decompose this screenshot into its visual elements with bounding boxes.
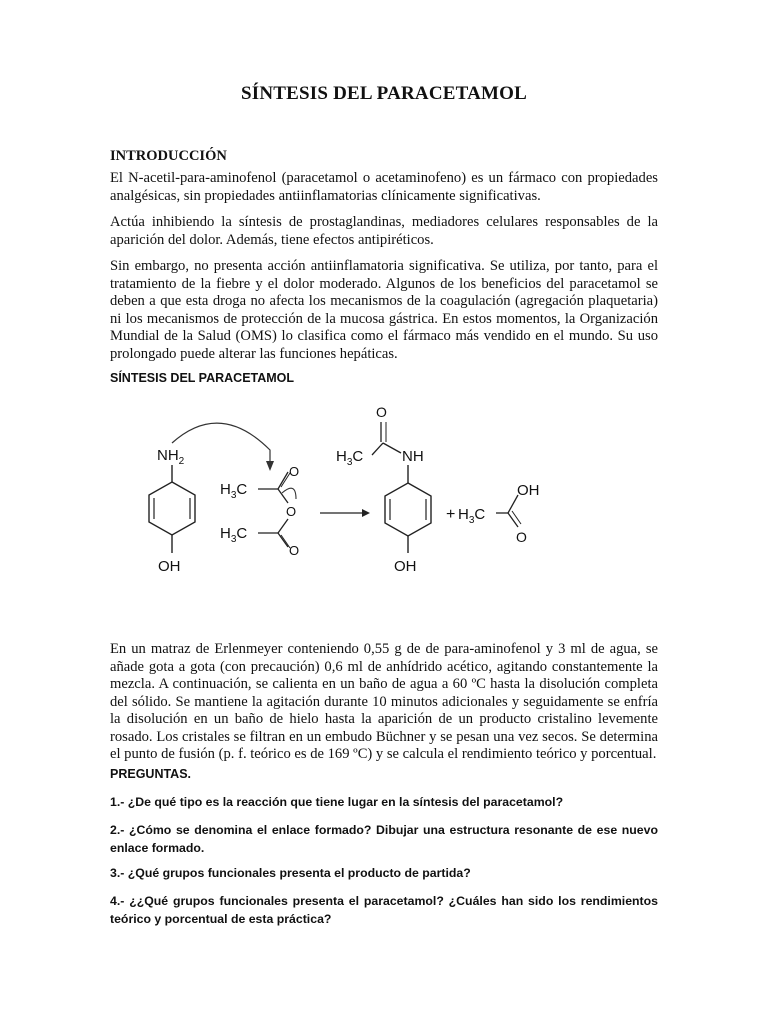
h3c-label-3: $H_3C$ — [336, 448, 364, 468]
o-label-3: O — [376, 404, 387, 420]
questions-heading: PREGUNTAS. — [110, 767, 192, 781]
o-label-bridge: O — [286, 504, 297, 519]
curved-arrow-1 — [172, 423, 270, 467]
h3c-label-1: $H_3C$ — [220, 481, 248, 501]
nh-label: NH — [402, 448, 424, 465]
question-4: 4.- ¿¿Qué grupos funcionales presenta el paracetamol? ¿Cuáles han sido los rendimientos teórico y porcentual de esta práctica? — [110, 894, 658, 926]
oh-label-2: OH — [394, 558, 417, 575]
question-2: 2.- ¿Cómo se denomina el enlace formado? Dibujar una estructura resonante de ese nuevo enlace formado. — [110, 823, 658, 855]
h3c-label-2: $H_3C$ — [220, 525, 248, 545]
o-label-2: O — [289, 543, 300, 558]
acetic-acid-structure — [458, 482, 540, 545]
nh2-label: $NH_2$ — [157, 447, 185, 467]
para-aminophenol-structure — [149, 447, 195, 575]
reaction-arrow-head — [362, 509, 370, 517]
question-1: 1.- ¿De qué tipo es la reacción que tiene lugar en la síntesis del paracetamol? — [110, 795, 564, 809]
plus-sign: + — [446, 506, 456, 523]
procedure-paragraph: En un matraz de Erlenmeyer conteniendo 0,55 g de de para-aminofenol y 3 ml de agua, se añade gota a gota (con precaución) 0,6 ml de anhídrido acético, agitando constantemente la mezcla. A continuación, se calienta en un baño de agua a 60 ºC hasta la disolución completa del sólido. Se mantiene la agitación durante 10 minutos adicionales y seguidamente se enfría la disolución en un baño de hielo hasta la aparición de un producto cristalino levemente rosado. Los cristales se filtran en un embudo Büchner y se pesan una vez secos. Se determina el punto de fusión (p. f. teórico es de 169 ºC) y se calcula el rendimiento teórico y porcentual. — [110, 641, 658, 762]
document-title: SÍNTESIS DEL PARACETAMOL — [241, 83, 527, 104]
paracetamol-structure — [336, 404, 431, 575]
oh-label-1: OH — [158, 558, 181, 575]
o-label-1: O — [289, 464, 300, 479]
o-label-4: O — [516, 529, 527, 545]
synthesis-heading: SÍNTESIS DEL PARACETAMOL — [110, 371, 295, 385]
intro-paragraph-3: Sin embargo, no presenta acción antiinflamatoria significativa. Se utiliza, por tanto, para el tratamiento de la fiebre y el dolor moderado. Algunos de los beneficios del paracetamol se deben a que esta droga no afecta los mecanismos de la coagulación (agregación plaquetaria) ni los mecanismos de protección de la mucosa gástrica. En estos momentos, la Organización Mundial de la Salud (OMS) lo clasifica como el fármaco más vendido en el mundo. Su uso prolongado puede alterar las funciones hepáticas. — [110, 258, 658, 362]
intro-heading: INTRODUCCIÓN — [110, 148, 227, 164]
question-3: 3.- ¿Qué grupos funcionales presenta el producto de partida? — [110, 866, 471, 880]
h3c-label-4: $H_3C$ — [458, 506, 486, 526]
acetic-anhydride-structure — [220, 464, 299, 558]
intro-paragraph-2: Actúa inhibiendo la síntesis de prostaglandinas, mediadores celulares responsables de la aparición del dolor. Además, tiene efectos antipiréticos. — [110, 214, 658, 248]
oh-label-3: OH — [517, 482, 540, 499]
intro-paragraph-1: El N-acetil-para-aminofenol (paracetamol o acetaminofeno) es un fármaco con propiedades analgésicas, sin propiedades antiinflamatorias clínicamente significativas. — [110, 170, 658, 204]
reaction-scheme — [110, 395, 670, 590]
curved-arrow-1-head — [266, 461, 274, 471]
